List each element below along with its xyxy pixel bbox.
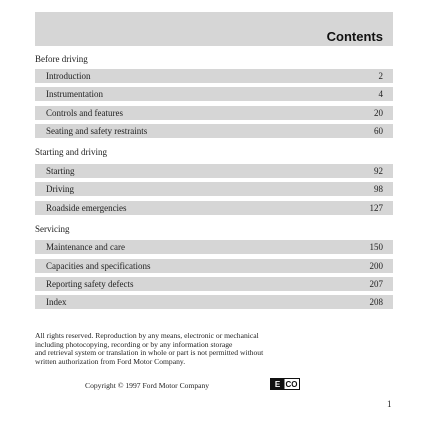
toc-item-label: Reporting safety defects (46, 279, 134, 289)
svg-text:E: E (274, 380, 281, 389)
section-heading-before-driving: Before driving (35, 54, 88, 64)
section-heading-servicing: Servicing (35, 224, 70, 234)
toc-item-page: 20 (374, 108, 383, 118)
eco-logo-icon (270, 378, 300, 390)
toc-item-label: Starting (46, 166, 75, 176)
toc-item-page: 2 (378, 71, 383, 81)
toc-item-label: Roadside emergencies (46, 203, 127, 213)
legal-notice (35, 332, 405, 366)
toc-item-maintenance-and-care[interactable] (35, 240, 393, 254)
svg-text:CO: CO (285, 380, 298, 389)
toc-item-capacities-and-specifications[interactable] (35, 259, 393, 273)
toc-item-roadside-emergencies[interactable] (35, 201, 393, 215)
toc-item-driving[interactable] (35, 182, 393, 196)
page-title: Contents (326, 29, 383, 44)
toc-item-starting[interactable] (35, 164, 393, 178)
toc-item-page: 92 (374, 166, 383, 176)
section-heading-starting-and-driving: Starting and driving (35, 147, 107, 157)
toc-item-page: 150 (369, 242, 383, 252)
toc-item-page: 4 (378, 89, 383, 99)
toc-item-page: 208 (369, 297, 383, 307)
contents-header (35, 12, 393, 46)
toc-item-reporting-safety-defects[interactable] (35, 277, 393, 291)
toc-item-page: 98 (374, 184, 383, 194)
toc-item-label: Capacities and specifications (46, 261, 151, 271)
legal-notice-line: All rights reserved. Reproduction by any means, electronic or mechanical (35, 331, 259, 340)
toc-item-controls-and-features[interactable] (35, 106, 393, 120)
page-number: 1 (387, 399, 392, 409)
copyright-notice: Copyright © 1997 Ford Motor Company (85, 381, 210, 390)
toc-item-instrumentation[interactable] (35, 87, 393, 101)
legal-notice-line: written authorization from Ford Motor Company. (35, 356, 186, 366)
toc-item-label: Maintenance and care (46, 242, 125, 252)
toc-item-label: Instrumentation (46, 89, 103, 99)
legal-notice-line: and retrieval system or translation in whole or part is not permitted without (35, 348, 264, 358)
toc-item-label: Index (46, 297, 67, 307)
toc-item-label: Seating and safety restraints (46, 126, 148, 136)
toc-item-page: 200 (369, 261, 383, 271)
toc-item-page: 207 (369, 279, 383, 289)
toc-item-seating-and-safety-restraints[interactable] (35, 124, 393, 138)
toc-item-page: 127 (369, 203, 383, 213)
toc-item-index[interactable] (35, 295, 393, 309)
toc-item-page: 60 (374, 126, 383, 136)
toc-item-label: Introduction (46, 71, 91, 81)
legal-notice-line: including photocopying, recording or by any information storage (35, 339, 233, 349)
toc-item-introduction[interactable] (35, 69, 393, 83)
toc-item-label: Controls and features (46, 108, 123, 118)
toc-item-label: Driving (46, 184, 74, 194)
